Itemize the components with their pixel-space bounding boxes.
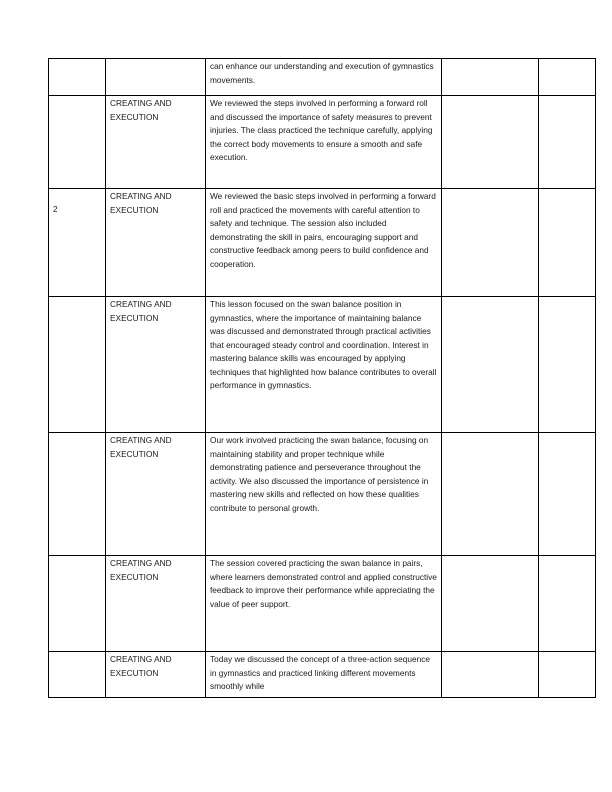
table-row — [49, 189, 596, 297]
strand-cell: CREATING AND EXECUTION — [106, 189, 206, 297]
strand-cell: CREATING AND EXECUTION — [106, 297, 206, 433]
empty-cell-2 — [539, 652, 596, 698]
description-cell: Our work involved practicing the swan balance, focusing on maintaining stability and proper technique while demonstrating patience and perseverance throughout the activity. We also discussed the importance of persistence in mastering new skills and reflected on how these qualities contribute to personal growth. — [206, 433, 442, 556]
empty-cell-2 — [539, 59, 596, 96]
empty-cell-2 — [539, 96, 596, 189]
strand-cell: CREATING AND EXECUTION — [106, 556, 206, 652]
strand-cell — [106, 59, 206, 96]
description-cell: Today we discussed the concept of a three-action sequence in gymnastics and practiced linking different movements smoothly while — [206, 652, 442, 698]
strand-cell: CREATING AND EXECUTION — [106, 433, 206, 556]
table-row — [49, 59, 596, 96]
lesson-log-body — [49, 59, 596, 698]
empty-cell-2 — [539, 297, 596, 433]
week-cell — [49, 556, 106, 652]
empty-cell-1 — [442, 189, 539, 297]
week-cell — [49, 96, 106, 189]
empty-cell-1 — [442, 96, 539, 189]
week-cell — [49, 297, 106, 433]
description-cell: We reviewed the basic steps involved in performing a forward roll and practiced the movements with careful attention to safety and technique. The session also included demonstrating the skill in pairs, encouraging support and constructive feedback among peers to build confidence and cooperation. — [206, 189, 442, 297]
empty-cell-2 — [539, 433, 596, 556]
table-row — [49, 297, 596, 433]
week-cell — [49, 652, 106, 698]
empty-cell-1 — [442, 556, 539, 652]
week-cell — [49, 59, 106, 96]
empty-cell-1 — [442, 433, 539, 556]
empty-cell-2 — [539, 189, 596, 297]
table-row — [49, 556, 596, 652]
strand-cell: CREATING AND EXECUTION — [106, 96, 206, 189]
empty-cell-1 — [442, 59, 539, 96]
empty-cell-2 — [539, 556, 596, 652]
week-cell — [49, 433, 106, 556]
strand-cell: CREATING AND EXECUTION — [106, 652, 206, 698]
description-cell: This lesson focused on the swan balance position in gymnastics, where the importance of maintaining balance was discussed and demonstrated through practical activities that encouraged steady control and coordination. Interest in mastering balance skills was encouraged by applying techniques that highlighted how balance contributes to overall performance in gymnastics. — [206, 297, 442, 433]
description-cell: can enhance our understanding and execution of gymnastics movements. — [206, 59, 442, 96]
description-cell: We reviewed the steps involved in performing a forward roll and discussed the importance of safety measures to prevent injuries. The class practiced the technique carefully, applying the correct body movements to ensure a smooth and safe execution. — [206, 96, 442, 189]
description-cell: The session covered practicing the swan balance in pairs, where learners demonstrated control and applied constructive feedback to improve their performance while appreciating the value of peer support. — [206, 556, 442, 652]
week-cell — [49, 189, 106, 297]
table-row — [49, 96, 596, 189]
empty-cell-1 — [442, 297, 539, 433]
table-row — [49, 652, 596, 698]
lesson-log-table — [48, 58, 596, 698]
table-row — [49, 433, 596, 556]
empty-cell-1 — [442, 652, 539, 698]
week-number: 2 — [53, 204, 58, 214]
